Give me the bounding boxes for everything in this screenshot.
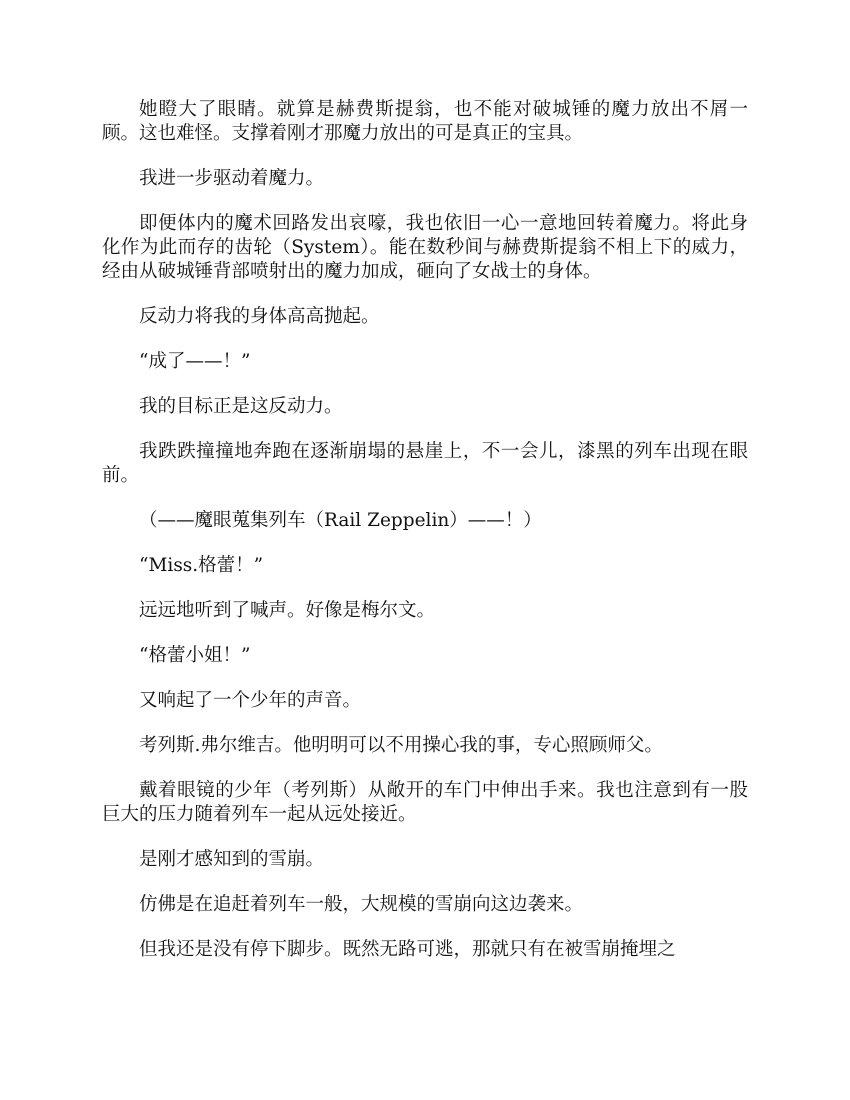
paragraph: 我进一步驱动着魔力。	[139, 168, 325, 189]
paragraph: （——魔眼蒐集列车（Rail Zeppelin）——！）	[139, 510, 542, 531]
paragraph: “成了——！”	[139, 351, 251, 372]
paragraph: “格蕾小姐！”	[139, 645, 251, 666]
paragraph: 反动力将我的身体高高抛起。	[139, 306, 380, 327]
paragraph: 即便体内的魔术回路发出哀嚎，我也依旧一心一意地回转着魔力。将此身化作为此而存的齿轮（System）。能在数秒间与赫费斯提翁不相上下的威力，经由从破城锤背部喷射出的魔力加成，砸向了女战士的身体。	[102, 213, 748, 282]
paragraph: 她瞪大了眼睛。就算是赫费斯提翁，也不能对破城锤的魔力放出不屑一顾。这也难怪。支撑着刚才那魔力放出的可是真正的宝具。	[102, 99, 748, 144]
paragraph: 我跌跌撞撞地奔跑在逐渐崩塌的悬崖上，不一会儿，漆黑的列车出现在眼前。	[102, 441, 748, 486]
paragraph: 又响起了一个少年的声音。	[139, 690, 362, 711]
paragraph: 但我还是没有停下脚步。既然无路可逃，那就只有在被雪崩掩埋之	[139, 939, 676, 960]
document-body	[102, 98, 748, 983]
paragraph: 考列斯.弗尔维吉。他明明可以不用操心我的事，专心照顾师父。	[139, 735, 663, 756]
paragraph: “Miss.格蕾！”	[139, 555, 264, 576]
paragraph: 是刚才感知到的雪崩。	[139, 849, 325, 870]
paragraph: 戴着眼镜的少年（考列斯）从敞开的车门中伸出手来。我也注意到有一股巨大的压力随着列车一起从远处接近。	[102, 780, 748, 825]
paragraph: 远远地听到了喊声。好像是梅尔文。	[139, 600, 436, 621]
paragraph: 我的目标正是这反动力。	[139, 396, 343, 417]
paragraph: 仿佛是在追赶着列车一般，大规模的雪崩向这边袭来。	[139, 894, 584, 915]
